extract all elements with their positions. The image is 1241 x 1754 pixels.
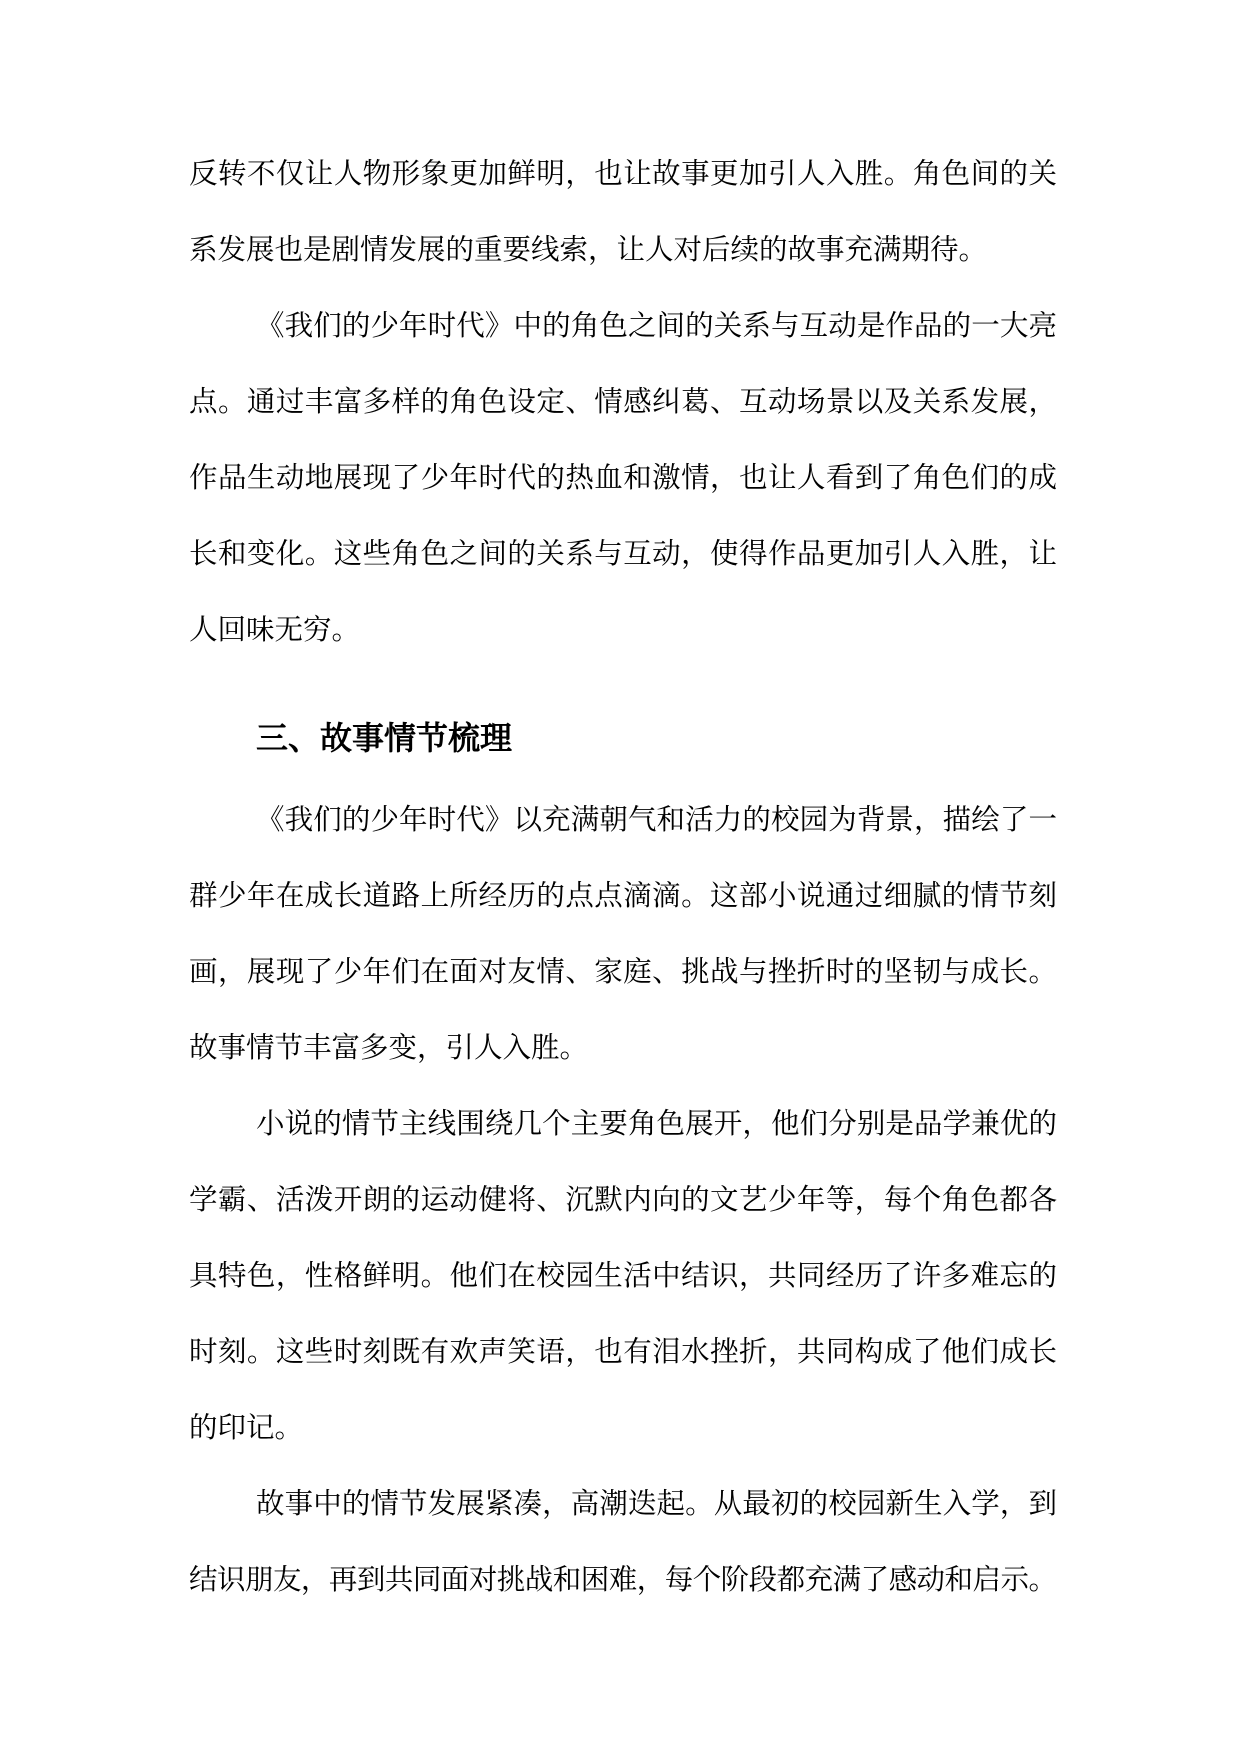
text-line: 人回味无穷。	[189, 613, 361, 646]
paragraph	[189, 1466, 1057, 1618]
document-body	[189, 136, 1057, 1618]
text-line: 系发展也是剧情发展的重要线索，让人对后续的故事充满期待。	[189, 233, 988, 266]
text-line: 反转不仅让人物形象更加鲜明，也让故事更加引人入胜。角色间的关	[189, 157, 1058, 190]
text-line: 结识朋友，再到共同面对挑战和困难，每个阶段都充满了感动和启示。	[189, 1563, 1057, 1596]
paragraph	[189, 288, 1057, 668]
text-line: 的印记。	[189, 1411, 304, 1444]
paragraph	[189, 136, 1057, 288]
section-heading: 三、故事情节梳理	[256, 719, 513, 757]
text-line: 点。通过丰富多样的角色设定、情感纠葛、互动场景以及关系发展，	[189, 385, 1058, 418]
text-line: 故事情节丰富多变，引人入胜。	[189, 1031, 589, 1064]
text-line: 小说的情节主线围绕几个主要角色展开，他们分别是品学兼优的	[256, 1107, 1058, 1140]
text-line: 故事中的情节发展紧凑，高潮迭起。从最初的校园新生入学，到	[256, 1487, 1058, 1520]
text-line: 《我们的少年时代》中的角色之间的关系与互动是作品的一大亮	[256, 309, 1058, 342]
text-line: 作品生动地展现了少年时代的热血和激情，也让人看到了角色们的成	[189, 461, 1058, 494]
paragraph	[189, 782, 1057, 1086]
text-line: 学霸、活泼开朗的运动健将、沉默内向的文艺少年等，每个角色都各	[189, 1183, 1058, 1216]
text-line: 画，展现了少年们在面对友情、家庭、挑战与挫折时的坚韧与成长。	[189, 955, 1058, 988]
text-line: 具特色，性格鲜明。他们在校园生活中结识，共同经历了许多难忘的	[189, 1259, 1058, 1292]
paragraph	[189, 1086, 1057, 1466]
text-line: 时刻。这些时刻既有欢声笑语，也有泪水挫折，共同构成了他们成长	[189, 1335, 1058, 1368]
text-line: 群少年在成长道路上所经历的点点滴滴。这部小说通过细腻的情节刻	[189, 879, 1058, 912]
text-line: 长和变化。这些角色之间的关系与互动，使得作品更加引人入胜，让	[189, 537, 1058, 570]
text-line: 《我们的少年时代》以充满朝气和活力的校园为背景，描绘了一	[256, 803, 1058, 836]
